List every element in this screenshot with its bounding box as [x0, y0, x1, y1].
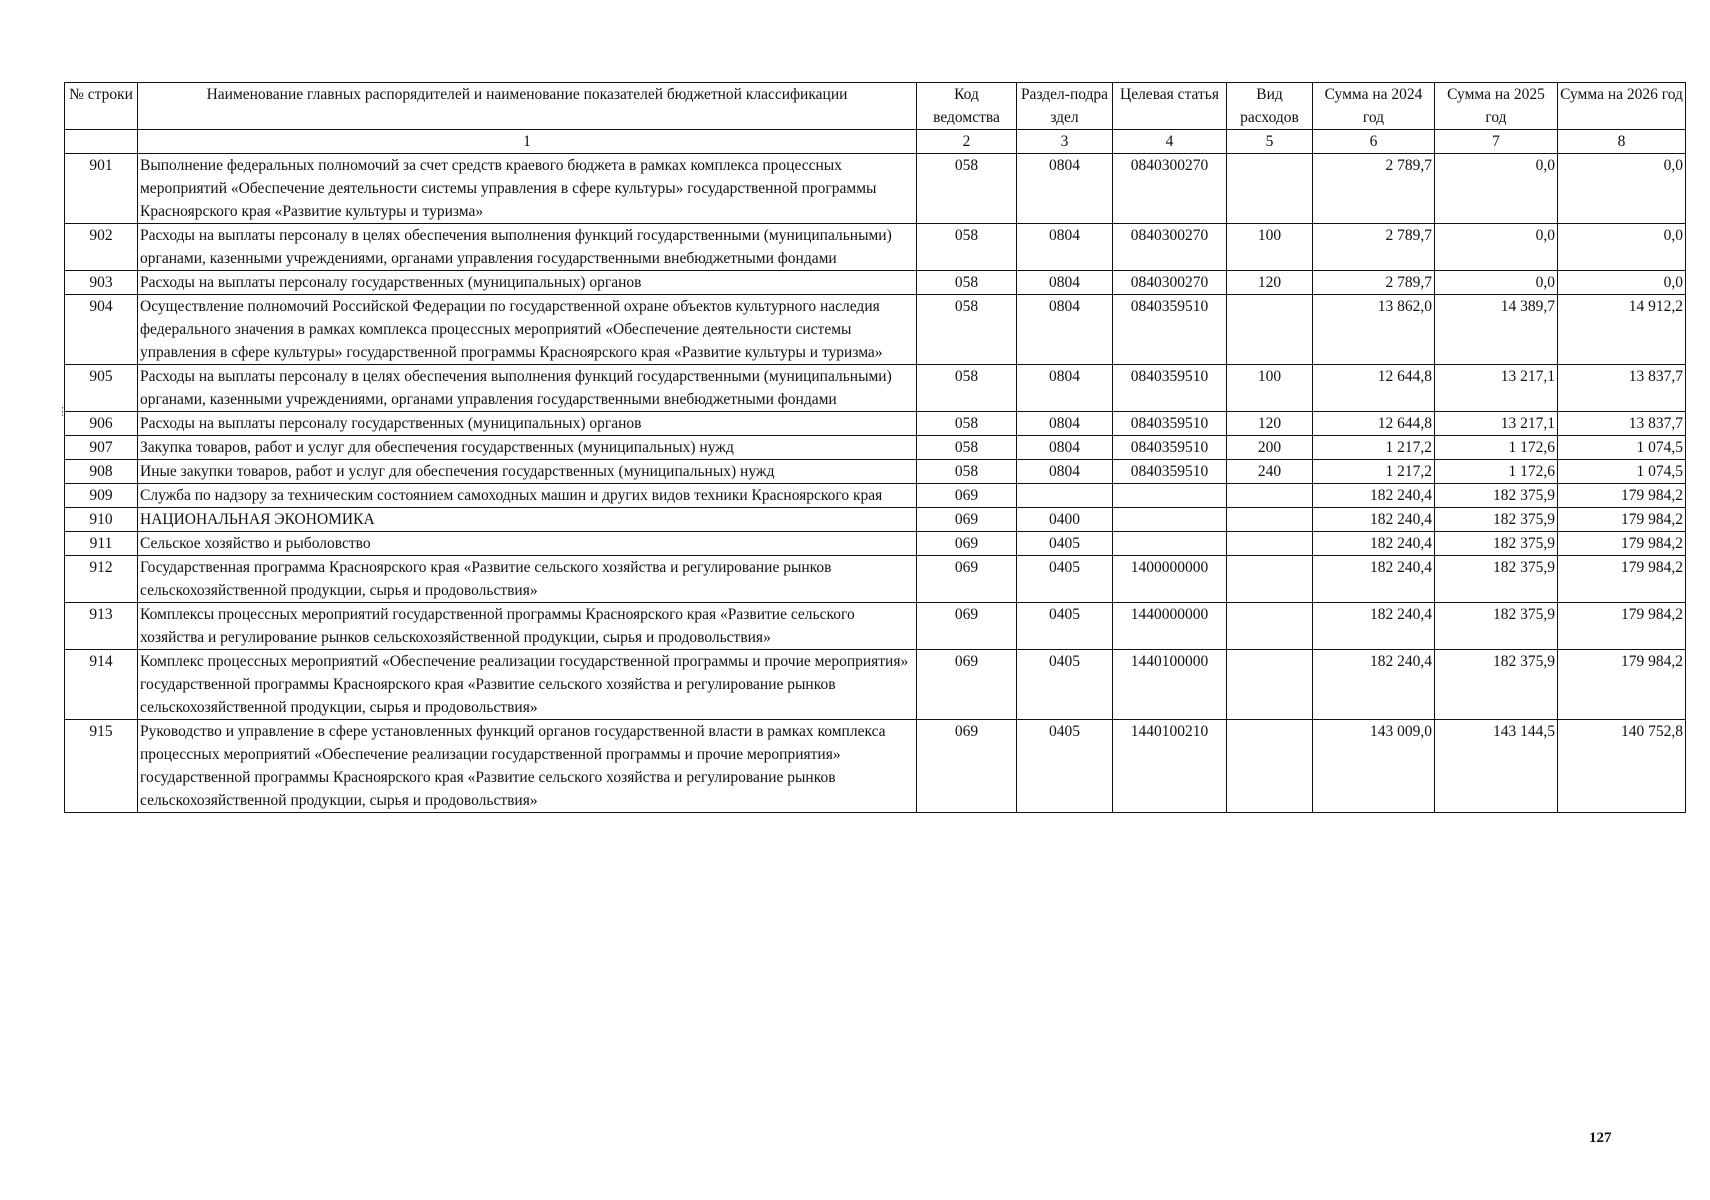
sum-2024-cell: 13 862,0 — [1313, 295, 1435, 365]
row-name-cell: Выполнение федеральных полномочий за счет средств краевого бюджета в рамках комплекса процессных мероприятий «Обеспечение деятельности системы управления в сфере культуры» государственной программы Красноярского края «Развитие культуры и туризма» — [138, 154, 917, 224]
sum-2025-cell: 0,0 — [1435, 224, 1558, 271]
row-name-cell: Расходы на выплаты персоналу в целях обеспечения выполнения функций государственными (муниципальными) органами, казенными учреждениями, органами управления государственными внебюджетными фондами — [138, 224, 917, 271]
sum-2026-cell: 179 984,2 — [1558, 556, 1686, 603]
sum-2025-cell: 0,0 — [1435, 154, 1558, 224]
expense-type-cell — [1227, 556, 1313, 603]
dept-code-cell: 069 — [917, 556, 1017, 603]
table-body — [65, 154, 1686, 813]
expense-type-cell: 100 — [1227, 224, 1313, 271]
target-cell — [1113, 508, 1227, 532]
sum-2026-cell: 1 074,5 — [1558, 460, 1686, 484]
expense-type-cell — [1227, 532, 1313, 556]
header-row-number: № строки — [65, 83, 138, 130]
target-cell: 0840300270 — [1113, 154, 1227, 224]
sum-2024-cell: 182 240,4 — [1313, 484, 1435, 508]
sum-2026-cell: 13 837,7 — [1558, 412, 1686, 436]
section-cell: 0405 — [1017, 532, 1113, 556]
expense-type-cell: 120 — [1227, 271, 1313, 295]
sum-2024-cell: 12 644,8 — [1313, 365, 1435, 412]
row-name-cell: Комплекс процессных мероприятий «Обеспечение реализации государственной программы и прочие мероприятия» государственной программы Красноярского края «Развитие сельского хозяйства и регулирование рынков сельскохозяйственной продукции, сырья и продовольствия» — [138, 650, 917, 720]
dept-code-cell: 058 — [917, 412, 1017, 436]
section-cell: 0804 — [1017, 436, 1113, 460]
sum-2025-cell: 182 375,9 — [1435, 603, 1558, 650]
expense-type-cell: 100 — [1227, 365, 1313, 412]
header-dept-code: Код ведомства — [917, 83, 1017, 130]
row-number-cell: 904 — [65, 295, 138, 365]
header-name: Наименование главных распорядителей и наименование показателей бюджетной классификации — [138, 83, 917, 130]
dept-code-cell: 058 — [917, 154, 1017, 224]
target-cell: 1440100210 — [1113, 720, 1227, 813]
column-index-row — [65, 130, 1686, 154]
sum-2024-cell: 2 789,7 — [1313, 224, 1435, 271]
expense-type-cell — [1227, 508, 1313, 532]
dept-code-cell: 069 — [917, 508, 1017, 532]
row-number-cell: 910 — [65, 508, 138, 532]
sum-2025-cell: 0,0 — [1435, 271, 1558, 295]
dept-code-cell: 069 — [917, 484, 1017, 508]
expense-type-cell — [1227, 650, 1313, 720]
index-cell: 5 — [1227, 130, 1313, 154]
target-cell: 1440000000 — [1113, 603, 1227, 650]
dept-code-cell: 069 — [917, 650, 1017, 720]
table-row — [65, 460, 1686, 484]
sum-2026-cell: 140 752,8 — [1558, 720, 1686, 813]
sum-2026-cell: 0,0 — [1558, 224, 1686, 271]
section-cell: 0804 — [1017, 365, 1113, 412]
page-number: 127 — [1589, 1130, 1612, 1146]
row-name-cell: НАЦИОНАЛЬНАЯ ЭКОНОМИКА — [138, 508, 917, 532]
target-cell: 0840300270 — [1113, 224, 1227, 271]
sum-2025-cell: 182 375,9 — [1435, 532, 1558, 556]
sum-2026-cell: 179 984,2 — [1558, 532, 1686, 556]
header-expense-type: Вид расходов — [1227, 83, 1313, 130]
table-row — [65, 556, 1686, 603]
table-row — [65, 532, 1686, 556]
table-row — [65, 154, 1686, 224]
header-sum-2025: Сумма на 2025 год — [1435, 83, 1558, 130]
target-cell: 0840359510 — [1113, 460, 1227, 484]
sum-2024-cell: 182 240,4 — [1313, 508, 1435, 532]
sum-2025-cell: 13 217,1 — [1435, 365, 1558, 412]
table-row — [65, 720, 1686, 813]
dept-code-cell: 058 — [917, 436, 1017, 460]
section-cell: 0804 — [1017, 154, 1113, 224]
sum-2025-cell: 143 144,5 — [1435, 720, 1558, 813]
row-number-cell: 903 — [65, 271, 138, 295]
expense-type-cell — [1227, 484, 1313, 508]
index-cell — [65, 130, 138, 154]
section-cell: 0804 — [1017, 224, 1113, 271]
sum-2024-cell: 182 240,4 — [1313, 650, 1435, 720]
sum-2026-cell: 0,0 — [1558, 271, 1686, 295]
table-row — [65, 412, 1686, 436]
sum-2026-cell: 1 074,5 — [1558, 436, 1686, 460]
section-cell: 0400 — [1017, 508, 1113, 532]
row-name-cell: Государственная программа Красноярского края «Развитие сельского хозяйства и регулирование рынков сельскохозяйственной продукции, сырья и продовольствия» — [138, 556, 917, 603]
row-number-cell: 906 — [65, 412, 138, 436]
section-cell: 0405 — [1017, 720, 1113, 813]
header-sum-2024: Сумма на 2024 год — [1313, 83, 1435, 130]
expense-type-cell — [1227, 603, 1313, 650]
table-row — [65, 271, 1686, 295]
section-cell: 0804 — [1017, 295, 1113, 365]
row-name-cell: Расходы на выплаты персоналу государственных (муниципальных) органов — [138, 271, 917, 295]
sum-2024-cell: 2 789,7 — [1313, 154, 1435, 224]
sum-2025-cell: 182 375,9 — [1435, 484, 1558, 508]
section-cell — [1017, 484, 1113, 508]
expense-type-cell: 240 — [1227, 460, 1313, 484]
target-cell: 1440100000 — [1113, 650, 1227, 720]
row-number-cell: 911 — [65, 532, 138, 556]
header-row — [65, 83, 1686, 130]
header-sum-2026: Сумма на 2026 год — [1558, 83, 1686, 130]
sum-2026-cell: 14 912,2 — [1558, 295, 1686, 365]
sum-2026-cell: 179 984,2 — [1558, 484, 1686, 508]
target-cell: 0840359510 — [1113, 436, 1227, 460]
index-cell: 4 — [1113, 130, 1227, 154]
row-number-cell: 909 — [65, 484, 138, 508]
header-section: Раздел-подраздел — [1017, 83, 1113, 130]
sum-2026-cell: 13 837,7 — [1558, 365, 1686, 412]
target-cell: 0840359510 — [1113, 412, 1227, 436]
header-target: Целевая статья — [1113, 83, 1227, 130]
target-cell: 0840300270 — [1113, 271, 1227, 295]
index-cell: 3 — [1017, 130, 1113, 154]
row-number-cell: 907 — [65, 436, 138, 460]
expense-type-cell — [1227, 720, 1313, 813]
sum-2024-cell: 182 240,4 — [1313, 556, 1435, 603]
section-cell: 0804 — [1017, 412, 1113, 436]
index-cell: 2 — [917, 130, 1017, 154]
sum-2025-cell: 14 389,7 — [1435, 295, 1558, 365]
sum-2026-cell: 179 984,2 — [1558, 603, 1686, 650]
target-cell: 1400000000 — [1113, 556, 1227, 603]
sum-2024-cell: 1 217,2 — [1313, 460, 1435, 484]
expense-type-cell — [1227, 295, 1313, 365]
row-number-cell: 914 — [65, 650, 138, 720]
sum-2025-cell: 182 375,9 — [1435, 556, 1558, 603]
margin-mark: ⋮ — [57, 406, 68, 418]
section-cell: 0405 — [1017, 556, 1113, 603]
dept-code-cell: 058 — [917, 295, 1017, 365]
row-name-cell: Служба по надзору за техническим состоянием самоходных машин и других видов техники Красноярского края — [138, 484, 917, 508]
row-name-cell: Закупка товаров, работ и услуг для обеспечения государственных (муниципальных) нужд — [138, 436, 917, 460]
target-cell: 0840359510 — [1113, 365, 1227, 412]
sum-2026-cell: 179 984,2 — [1558, 650, 1686, 720]
section-cell: 0804 — [1017, 460, 1113, 484]
sum-2025-cell: 1 172,6 — [1435, 460, 1558, 484]
table-row — [65, 603, 1686, 650]
row-name-cell: Комплексы процессных мероприятий государственной программы Красноярского края «Развитие сельского хозяйства и регулирование рынков сельскохозяйственной продукции, сырья и продовольствия» — [138, 603, 917, 650]
index-cell: 8 — [1558, 130, 1686, 154]
target-cell — [1113, 484, 1227, 508]
dept-code-cell: 058 — [917, 271, 1017, 295]
expense-type-cell: 120 — [1227, 412, 1313, 436]
expense-type-cell: 200 — [1227, 436, 1313, 460]
dept-code-cell: 058 — [917, 365, 1017, 412]
index-cell: 6 — [1313, 130, 1435, 154]
sum-2024-cell: 12 644,8 — [1313, 412, 1435, 436]
sum-2025-cell: 1 172,6 — [1435, 436, 1558, 460]
target-cell — [1113, 532, 1227, 556]
sum-2025-cell: 182 375,9 — [1435, 650, 1558, 720]
sum-2025-cell: 13 217,1 — [1435, 412, 1558, 436]
table-row — [65, 508, 1686, 532]
table-row — [65, 484, 1686, 508]
section-cell: 0804 — [1017, 271, 1113, 295]
sum-2024-cell: 143 009,0 — [1313, 720, 1435, 813]
row-number-cell: 908 — [65, 460, 138, 484]
row-number-cell: 915 — [65, 720, 138, 813]
sum-2026-cell: 0,0 — [1558, 154, 1686, 224]
row-number-cell: 901 — [65, 154, 138, 224]
table-row — [65, 224, 1686, 271]
table-row — [65, 295, 1686, 365]
expense-type-cell — [1227, 154, 1313, 224]
row-number-cell: 913 — [65, 603, 138, 650]
section-cell: 0405 — [1017, 603, 1113, 650]
sum-2024-cell: 1 217,2 — [1313, 436, 1435, 460]
row-number-cell: 912 — [65, 556, 138, 603]
table-row — [65, 436, 1686, 460]
sum-2024-cell: 182 240,4 — [1313, 603, 1435, 650]
index-cell: 1 — [138, 130, 917, 154]
dept-code-cell: 069 — [917, 720, 1017, 813]
row-name-cell: Расходы на выплаты персоналу в целях обеспечения выполнения функций государственными (муниципальными) органами, казенными учреждениями, органами управления государственными внебюджетными фондами — [138, 365, 917, 412]
dept-code-cell: 058 — [917, 460, 1017, 484]
row-name-cell: Сельское хозяйство и рыболовство — [138, 532, 917, 556]
row-name-cell: Иные закупки товаров, работ и услуг для обеспечения государственных (муниципальных) нужд — [138, 460, 917, 484]
dept-code-cell: 058 — [917, 224, 1017, 271]
row-name-cell: Руководство и управление в сфере установленных функций органов государственной власти в рамках комплекса процессных мероприятий «Обеспечение реализации государственной программы и прочие мероприятия» государственной программы Красноярского края «Развитие сельского хозяйства и регулирование рынков сельскохозяйственной продукции, сырья и продовольствия» — [138, 720, 917, 813]
sum-2024-cell: 182 240,4 — [1313, 532, 1435, 556]
table-row — [65, 650, 1686, 720]
index-cell: 7 — [1435, 130, 1558, 154]
sum-2026-cell: 179 984,2 — [1558, 508, 1686, 532]
target-cell: 0840359510 — [1113, 295, 1227, 365]
dept-code-cell: 069 — [917, 532, 1017, 556]
budget-table — [64, 82, 1686, 813]
row-number-cell: 902 — [65, 224, 138, 271]
sum-2024-cell: 2 789,7 — [1313, 271, 1435, 295]
table-row — [65, 365, 1686, 412]
row-name-cell: Расходы на выплаты персоналу государственных (муниципальных) органов — [138, 412, 917, 436]
sum-2025-cell: 182 375,9 — [1435, 508, 1558, 532]
row-name-cell: Осуществление полномочий Российской Федерации по государственной охране объектов культурного наследия федерального значения в рамках комплекса процессных мероприятий «Обеспечение деятельности системы управления в сфере культуры» государственной программы Красноярского края «Развитие культуры и туризма» — [138, 295, 917, 365]
dept-code-cell: 069 — [917, 603, 1017, 650]
section-cell: 0405 — [1017, 650, 1113, 720]
row-number-cell: 905 — [65, 365, 138, 412]
